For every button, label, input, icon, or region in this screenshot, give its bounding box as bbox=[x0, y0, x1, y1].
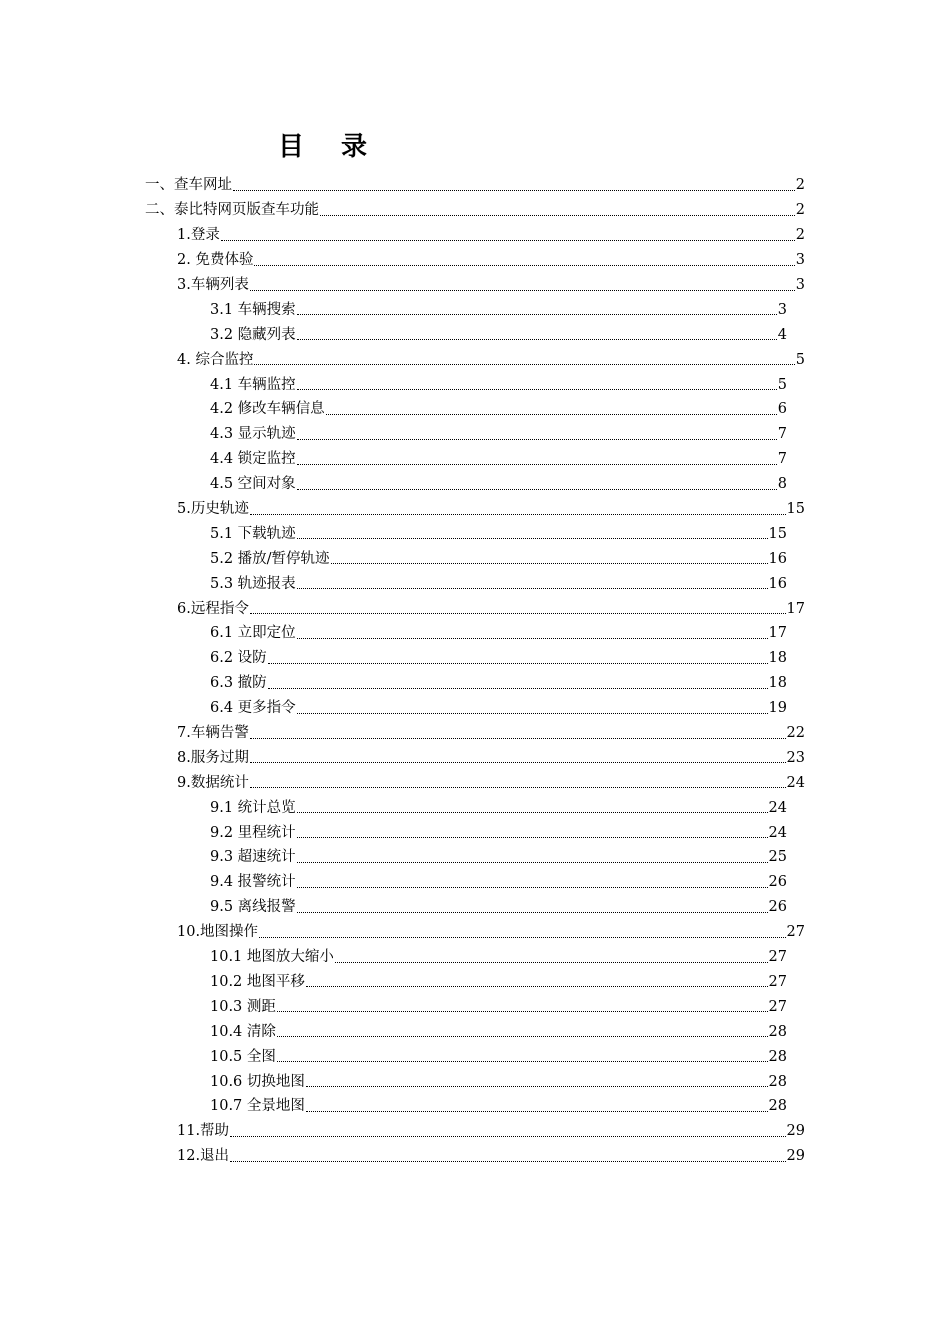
toc-dot-leader bbox=[306, 982, 768, 987]
toc-dot-leader bbox=[233, 186, 795, 191]
toc-page-number: 28 bbox=[768, 1073, 787, 1090]
toc-entry[interactable] bbox=[0, 696, 787, 721]
toc-entry-label: 10.6 切换地图 bbox=[210, 1073, 305, 1090]
toc-entry-label: 10.5 全图 bbox=[210, 1048, 276, 1065]
toc-entry[interactable] bbox=[0, 994, 787, 1019]
toc-page-number: 4 bbox=[777, 326, 787, 343]
toc-entry[interactable] bbox=[0, 173, 805, 198]
toc-entry[interactable] bbox=[0, 721, 805, 746]
toc-dot-leader bbox=[254, 261, 794, 266]
toc-entry[interactable] bbox=[0, 571, 787, 596]
toc-dot-leader bbox=[297, 485, 777, 490]
toc-entry[interactable] bbox=[0, 646, 787, 671]
toc-page-number: 3 bbox=[795, 252, 805, 269]
toc-page-number: 18 bbox=[768, 675, 787, 692]
toc-entry-label: 9.4 报警统计 bbox=[210, 874, 296, 891]
toc-dot-leader bbox=[297, 634, 768, 639]
toc-entry[interactable] bbox=[0, 472, 787, 497]
toc-entry-label: 3.车辆列表 bbox=[177, 277, 249, 293]
toc-entry[interactable] bbox=[0, 273, 805, 298]
toc-page-number: 15 bbox=[768, 525, 787, 542]
toc-entry[interactable] bbox=[0, 770, 805, 795]
toc-dot-leader bbox=[326, 410, 777, 415]
toc-entry[interactable] bbox=[0, 198, 805, 223]
toc-dot-leader bbox=[250, 510, 786, 515]
toc-dot-leader bbox=[250, 783, 786, 788]
toc-dot-leader bbox=[297, 385, 777, 390]
toc-page-number: 24 bbox=[768, 824, 787, 841]
toc-entry[interactable] bbox=[0, 1144, 805, 1169]
toc-entry-label: 9.3 超速统计 bbox=[210, 849, 296, 866]
toc-dot-leader bbox=[221, 236, 795, 241]
toc-entry-label: 4. 综合监控 bbox=[177, 351, 254, 368]
toc-page-number: 19 bbox=[768, 700, 787, 717]
toc-page-number: 28 bbox=[768, 1048, 787, 1065]
toc-entry-label: 10.地图操作 bbox=[177, 924, 259, 941]
toc-entry-label: 10.3 测距 bbox=[210, 998, 276, 1015]
toc-page-number: 16 bbox=[768, 575, 787, 592]
toc-entry-label: 5.历史轨迹 bbox=[177, 501, 249, 518]
toc-dot-leader bbox=[259, 933, 785, 938]
toc-entry[interactable] bbox=[0, 895, 787, 920]
toc-page-number: 27 bbox=[768, 973, 787, 990]
toc-page-number: 17 bbox=[768, 625, 787, 642]
toc-entry-label: 12.退出 bbox=[177, 1148, 230, 1165]
toc-dot-leader bbox=[297, 833, 768, 838]
toc-dot-leader bbox=[277, 1032, 768, 1037]
toc-entry[interactable] bbox=[0, 596, 805, 621]
toc-entry-label: 10.7 全景地图 bbox=[210, 1098, 305, 1115]
toc-page-number: 27 bbox=[768, 998, 787, 1015]
table-of-contents bbox=[0, 173, 950, 1169]
toc-page-number: 18 bbox=[768, 650, 787, 667]
toc-page-number: 17 bbox=[786, 600, 805, 617]
toc-entry-label: 二、泰比特网页版查车功能 bbox=[145, 202, 319, 219]
toc-entry[interactable] bbox=[0, 945, 787, 970]
toc-entry[interactable] bbox=[0, 795, 787, 820]
toc-dot-leader bbox=[297, 460, 777, 465]
toc-entry[interactable] bbox=[0, 820, 787, 845]
toc-dot-leader bbox=[297, 435, 777, 440]
toc-dot-leader bbox=[297, 709, 768, 714]
toc-dot-leader bbox=[297, 908, 768, 913]
toc-entry[interactable] bbox=[0, 1044, 787, 1069]
toc-dot-leader bbox=[335, 958, 768, 963]
toc-entry-label: 4.3 显示轨迹 bbox=[210, 426, 296, 443]
toc-dot-leader bbox=[277, 1007, 768, 1012]
toc-dot-leader bbox=[331, 559, 768, 564]
toc-entry-label: 10.4 清除 bbox=[210, 1023, 276, 1040]
toc-entry[interactable] bbox=[0, 621, 787, 646]
toc-entry[interactable] bbox=[0, 248, 805, 273]
toc-dot-leader bbox=[297, 584, 768, 589]
toc-dot-leader bbox=[297, 534, 768, 539]
toc-entry-label: 2. 免费体验 bbox=[177, 252, 254, 269]
toc-page-number: 29 bbox=[786, 1123, 805, 1140]
toc-dot-leader bbox=[250, 758, 786, 763]
toc-entry[interactable] bbox=[0, 447, 787, 472]
toc-entry[interactable] bbox=[0, 1069, 787, 1094]
toc-entry[interactable] bbox=[0, 970, 787, 995]
toc-page-number: 26 bbox=[768, 874, 787, 891]
toc-page-number: 25 bbox=[768, 849, 787, 866]
toc-entry[interactable] bbox=[0, 497, 805, 522]
toc-page-number: 27 bbox=[768, 949, 787, 966]
toc-dot-leader bbox=[306, 1082, 768, 1087]
toc-page-number: 22 bbox=[786, 725, 805, 742]
toc-page-number: 7 bbox=[777, 426, 787, 443]
toc-dot-leader bbox=[306, 1107, 768, 1112]
toc-entry-label: 9.数据统计 bbox=[177, 774, 249, 791]
toc-entry-label: 7.车辆告警 bbox=[177, 725, 249, 742]
toc-page-number: 5 bbox=[777, 376, 787, 393]
toc-page-number: 24 bbox=[786, 774, 805, 791]
toc-dot-leader bbox=[297, 883, 768, 888]
toc-entry[interactable] bbox=[0, 870, 787, 895]
toc-entry-label: 4.5 空间对象 bbox=[210, 476, 296, 493]
toc-page-number: 7 bbox=[777, 451, 787, 468]
toc-dot-leader bbox=[297, 310, 777, 315]
toc-entry-label: 11.帮助 bbox=[177, 1123, 230, 1140]
toc-entry[interactable] bbox=[0, 223, 805, 248]
toc-entry[interactable] bbox=[0, 521, 787, 546]
toc-page-number: 3 bbox=[777, 301, 787, 318]
toc-entry-label: 10.2 地图平移 bbox=[210, 973, 305, 990]
toc-entry-label: 4.2 修改车辆信息 bbox=[210, 401, 325, 418]
toc-entry[interactable] bbox=[0, 1119, 805, 1144]
toc-dot-leader bbox=[297, 335, 777, 340]
toc-dot-leader bbox=[320, 211, 795, 216]
toc-page-number: 28 bbox=[768, 1098, 787, 1115]
toc-page-number: 27 bbox=[786, 924, 805, 941]
toc-entry-label: 1.登录 bbox=[177, 227, 220, 244]
toc-page-number: 2 bbox=[795, 227, 805, 244]
toc-page-number: 6 bbox=[777, 401, 787, 418]
toc-page-number: 3 bbox=[795, 277, 805, 293]
toc-entry[interactable] bbox=[0, 920, 805, 945]
toc-entry-label: 4.4 锁定监控 bbox=[210, 451, 296, 468]
toc-dot-leader bbox=[277, 1057, 768, 1062]
toc-entry[interactable] bbox=[0, 322, 787, 347]
toc-entry[interactable] bbox=[0, 422, 787, 447]
toc-entry-label: 9.2 里程统计 bbox=[210, 824, 296, 841]
toc-entry[interactable] bbox=[0, 1094, 787, 1119]
toc-dot-leader bbox=[268, 684, 768, 689]
toc-entry-label: 5.3 轨迹报表 bbox=[210, 575, 296, 592]
toc-entry-label: 3.1 车辆搜索 bbox=[210, 301, 296, 318]
toc-page-number: 2 bbox=[795, 177, 805, 194]
toc-entry[interactable] bbox=[0, 546, 787, 571]
toc-page-number: 24 bbox=[768, 799, 787, 816]
toc-page-number: 23 bbox=[786, 749, 805, 766]
toc-page-number: 5 bbox=[795, 351, 805, 368]
toc-entry-label: 一、查车网址 bbox=[145, 177, 232, 194]
toc-dot-leader bbox=[268, 659, 768, 664]
toc-page-number: 26 bbox=[768, 899, 787, 916]
toc-entry[interactable] bbox=[0, 347, 805, 372]
toc-entry[interactable] bbox=[0, 845, 787, 870]
toc-entry-label: 10.1 地图放大缩小 bbox=[210, 949, 334, 966]
toc-entry-label: 6.4 更多指令 bbox=[210, 700, 296, 717]
toc-entry-label: 6.3 撤防 bbox=[210, 675, 267, 692]
toc-entry-label: 6.2 设防 bbox=[210, 650, 267, 667]
toc-dot-leader bbox=[297, 808, 768, 813]
toc-page-number: 29 bbox=[786, 1148, 805, 1165]
toc-dot-leader bbox=[230, 1157, 785, 1162]
toc-entry-label: 9.1 统计总览 bbox=[210, 799, 296, 816]
toc-dot-leader bbox=[254, 360, 794, 365]
toc-entry[interactable] bbox=[0, 372, 787, 397]
toc-entry[interactable] bbox=[0, 397, 787, 422]
toc-entry-label: 6.远程指令 bbox=[177, 600, 249, 617]
toc-entry-label: 6.1 立即定位 bbox=[210, 625, 296, 642]
toc-entry[interactable] bbox=[0, 1019, 787, 1044]
toc-entry-label: 5.1 下载轨迹 bbox=[210, 525, 296, 542]
toc-entry-label: 8.服务过期 bbox=[177, 749, 249, 766]
toc-page-number: 28 bbox=[768, 1023, 787, 1040]
toc-page-number: 2 bbox=[795, 202, 805, 219]
toc-page-number: 16 bbox=[768, 550, 787, 567]
toc-entry-label: 4.1 车辆监控 bbox=[210, 376, 296, 393]
toc-entry[interactable] bbox=[0, 671, 787, 696]
toc-dot-leader bbox=[250, 286, 795, 291]
toc-page-number: 15 bbox=[786, 501, 805, 518]
toc-dot-leader bbox=[250, 734, 786, 739]
toc-page-number: 8 bbox=[777, 476, 787, 493]
toc-dot-leader bbox=[297, 858, 768, 863]
toc-title: 目 录 bbox=[278, 132, 382, 162]
toc-dot-leader bbox=[250, 609, 786, 614]
toc-entry[interactable] bbox=[0, 297, 787, 322]
toc-dot-leader bbox=[230, 1132, 785, 1137]
toc-entry[interactable] bbox=[0, 745, 805, 770]
toc-entry-label: 3.2 隐藏列表 bbox=[210, 326, 296, 343]
toc-entry-label: 9.5 离线报警 bbox=[210, 899, 296, 916]
toc-entry-label: 5.2 播放/暂停轨迹 bbox=[210, 550, 330, 567]
